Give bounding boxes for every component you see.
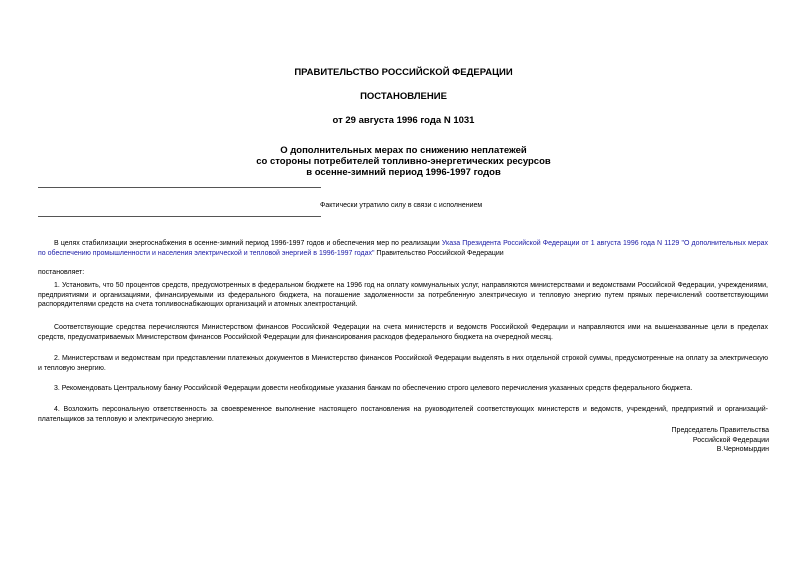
decree-reference-link[interactable]: Указа Президента Российской Федерации от 1 августа 1996 года N 1129 "О дополнительных мерах по обеспечению промышленности и населения электрической и тепловой энергией в 1996-1997 годах" — [38, 240, 768, 257]
item-2-paragraph: 2. Министерствам и ведомствам при представлении платежных документов в Министерство финансов Российской Федерации выделять в них отдельной строкой суммы, предусмотренные на оплату за электрическую и тепловую энергию. — [38, 355, 768, 372]
item-1-continuation-paragraph: Соответствующие средства перечисляются Министерством финансов Российской Федерации на счета министерств и ведомств Российской Федерации и направляются ими на вышеназванные цели в пределах средств, предусматриваемых Министерством финансов Российской Федерации для финансирования расходов федерального бюджета на очередной месяц. — [38, 324, 768, 341]
decree-word: постановляет: — [38, 269, 85, 276]
divider-top — [38, 187, 321, 188]
signature-name: В.Черномырдин — [716, 446, 769, 454]
preamble-text-after: Правительство Российской Федерации — [374, 249, 504, 257]
preamble-text-before: В целях стабилизации энергоснабжения в осенне-зимний период 1996-1997 годов и обеспечения мер по реализации — [54, 240, 442, 247]
preamble-paragraph — [38, 239, 768, 258]
document-heading-line-1: О дополнительных мерах по снижению неплатежей — [280, 145, 527, 156]
document-heading-line-3: в осенне-зимний период 1996-1997 годов — [306, 167, 501, 178]
status-note: Фактически утратило силу в связи с исполнением — [320, 202, 483, 209]
item-3-paragraph: 3. Рекомендовать Центральному банку Российской Федерации довести необходимые указания банкам по обеспечению строго целевого перечисления указанных средств федерального бюджета. — [54, 385, 693, 392]
document-heading-line-2: со стороны потребителей топливно-энергетических ресурсов — [256, 156, 551, 167]
item-1-paragraph: 1. Установить, что 50 процентов средств, предусмотренных в федеральном бюджете на 1996 год на оплату коммунальных услуг, направляются министерствами и ведомствами Российской Федерации, учреждениями, предприятиями и организациями, финансируемыми из федерального бюджета, на погашение задолженности за потребленную электрическую и тепловую энергию путем прямых перечислений соответствующими распорядителями средств на счета топливоснабжающих организаций и атомных электростанций. — [38, 282, 768, 309]
document-type: ПОСТАНОВЛЕНИЕ — [360, 91, 447, 102]
signature-country: Российской Федерации — [692, 436, 769, 444]
divider-bottom — [38, 216, 321, 217]
government-title: ПРАВИТЕЛЬСТВО РОССИЙСКОЙ ФЕДЕРАЦИИ — [294, 67, 513, 78]
signature-position: Председатель Правительства — [671, 427, 769, 434]
signature-block — [672, 426, 769, 455]
document-date-number: от 29 августа 1996 года N 1031 — [332, 115, 475, 126]
item-4-paragraph: 4. Возложить персональную ответственность за своевременное выполнение настоящего постановления на руководителей соответствующих министерств и ведомств, учреждений, предприятий и организаций-плательщиков за тепловую и электрическую энергию. — [38, 406, 768, 423]
